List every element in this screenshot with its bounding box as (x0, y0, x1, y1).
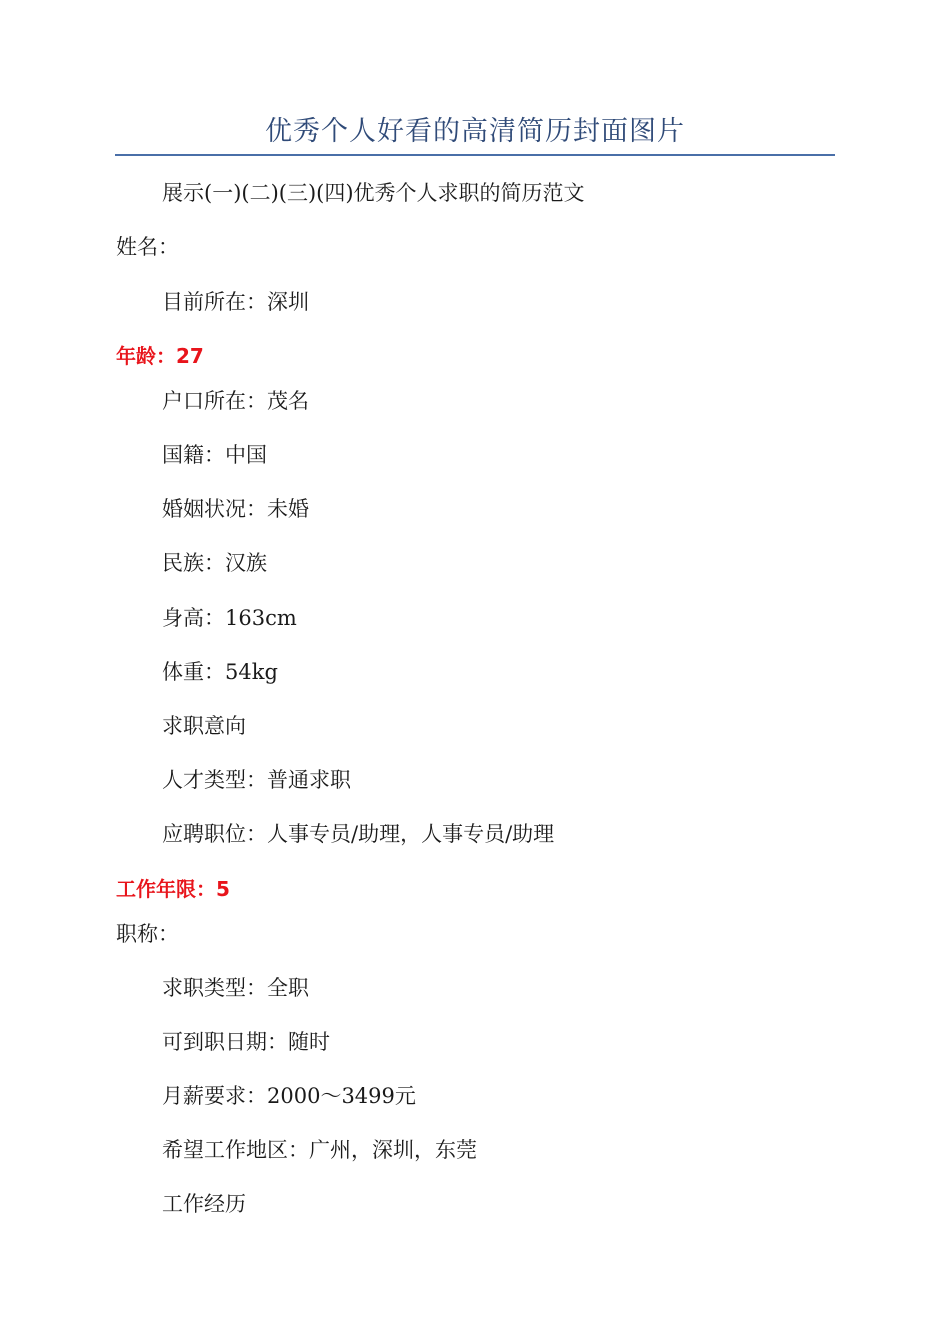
marital-status-line: 婚姻状况：未婚 (162, 497, 309, 521)
position-line: 应聘职位：人事专员/助理，人事专员/助理 (162, 822, 555, 846)
title-underline (115, 154, 835, 156)
talent-type-line: 人才类型：普通求职 (162, 768, 351, 792)
work-experience-heading: 工作经历 (162, 1192, 246, 1216)
job-intention-heading: 求职意向 (162, 714, 246, 738)
salary-line: 月薪要求：2000～3499元 (162, 1084, 416, 1108)
name-line: 姓名： (116, 235, 179, 259)
work-years-line: 工作年限：5 (116, 877, 230, 901)
job-title-line: 职称： (116, 922, 179, 946)
nationality-line: 国籍：中国 (162, 443, 267, 467)
height-line: 身高：163cm (162, 606, 297, 630)
age-line: 年龄：27 (116, 344, 204, 368)
intro-line: 展示(一)(二)(三)(四)优秀个人求职的简历范文 (162, 181, 585, 205)
weight-line: 体重：54kg (162, 660, 278, 684)
job-type-line: 求职类型：全职 (162, 976, 309, 1000)
start-date-line: 可到职日期：随时 (162, 1030, 330, 1054)
ethnicity-line: 民族：汉族 (162, 551, 267, 575)
work-area-line: 希望工作地区：广州，深圳，东莞 (162, 1138, 477, 1162)
hukou-line: 户口所在：茂名 (162, 389, 309, 413)
current-location-line: 目前所在：深圳 (162, 290, 309, 314)
page-title: 优秀个人好看的高清简历封面图片 (265, 116, 685, 147)
